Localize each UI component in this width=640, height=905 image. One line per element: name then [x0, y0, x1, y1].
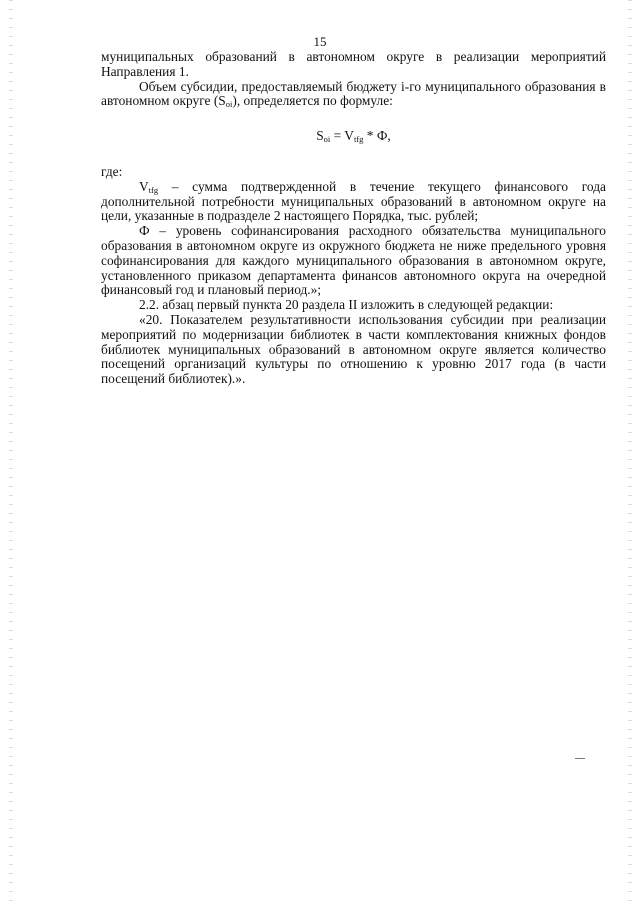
scan-margin-right — [628, 0, 632, 905]
paragraph-continuation: муниципальных образований в автономном округе в реализации мероприятий Направления 1. — [101, 49, 606, 79]
scan-mark — [575, 758, 585, 759]
where-label: где: — [101, 163, 123, 179]
document-body — [101, 50, 606, 387]
paragraph-subsidy-volume: Объем субсидии, предоставляемый бюджету i-го муниципального образования в автономном округе $(S_{oi})$, определяется по формуле: — [101, 78, 606, 110]
page-number: 15 — [313, 34, 327, 49]
definition-phi: Ф – уровень софинансирования расходного обязательства муниципального образования в автономном округе из окружного бюджета не ниже предельного уровня софинансирования для каждого муниципального образования в автономном округе, установленного приказом департамента финансов автономного округа на очередной финансовый год и плановый период.»; — [101, 223, 606, 298]
definition-vtfg: $V_{tfg}$ – сумма подтвержденной в течение текущего финансового года дополнительной потребности муниципальных образований в автономном округе на цели, указанные в подразделе 2 настоящего Порядка, тыс. рублей; — [101, 178, 606, 224]
paragraph-point-20: «20. Показателем результативности использования субсидии при реализации мероприятий по модернизации библиотек в части комплектования книжных фондов библиотек муниципальных образований в автономном округе является количество посещений организаций культуры по отношению к уровню 2017 года (в части посещений библиотек).». — [101, 311, 606, 387]
formula: $S_{oi} = V_{tfg} * Ф$, — [316, 128, 391, 145]
scan-margin-left — [9, 0, 13, 905]
paragraph-amendment-2-2: 2.2. абзац первый пункта 20 раздела II изложить в следующей редакции: — [139, 297, 554, 313]
